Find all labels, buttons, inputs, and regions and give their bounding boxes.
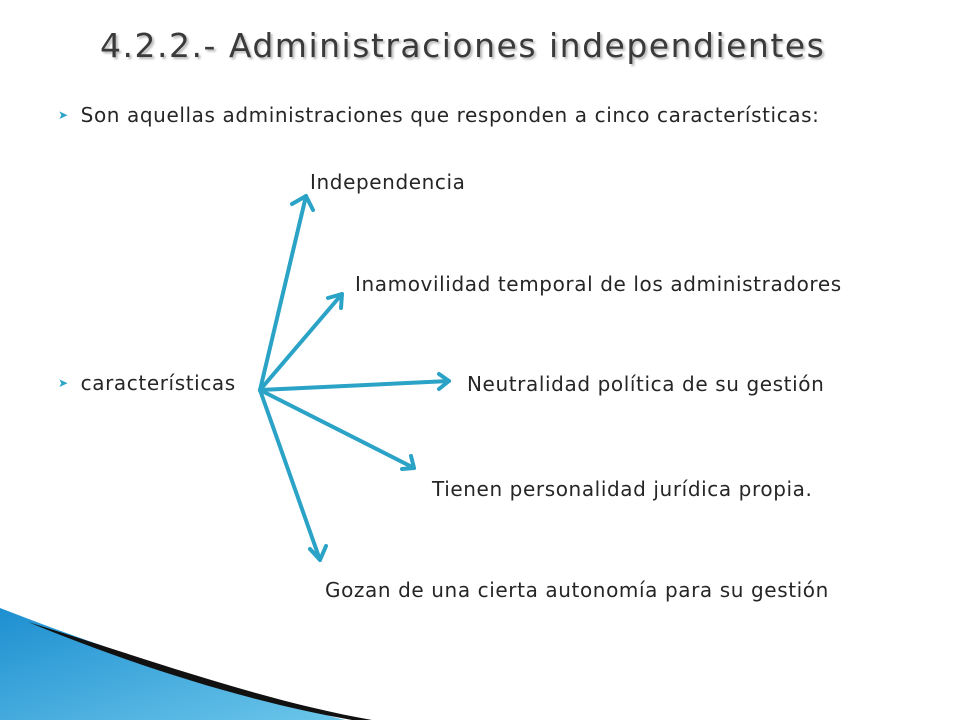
label-neutralidad: Neutralidad política de su gestión [467,372,825,396]
label-personalidad: Tienen personalidad jurídica propia. [432,477,813,501]
label-autonomia: Gozan de una cierta autonomía para su gestión [325,578,829,602]
bullet-caracteristicas-text: características [80,371,236,395]
page-title: 4.2.2.- Administraciones independientes [100,26,826,65]
chevron-right-icon: ➤ [58,376,69,390]
arrow-autonomia [260,390,326,560]
bullet-caracteristicas [58,371,236,395]
bullet-intro [58,103,820,127]
label-independencia: Independencia [310,170,466,194]
bullet-intro-text: Son aquellas administraciones que responden a cinco características: [80,103,820,127]
chevron-right-icon: ➤ [58,108,69,122]
arrow-neutralidad [260,374,449,390]
label-inamovilidad: Inamovilidad temporal de los administradores [355,272,842,296]
corner-wave-decoration [0,608,372,720]
